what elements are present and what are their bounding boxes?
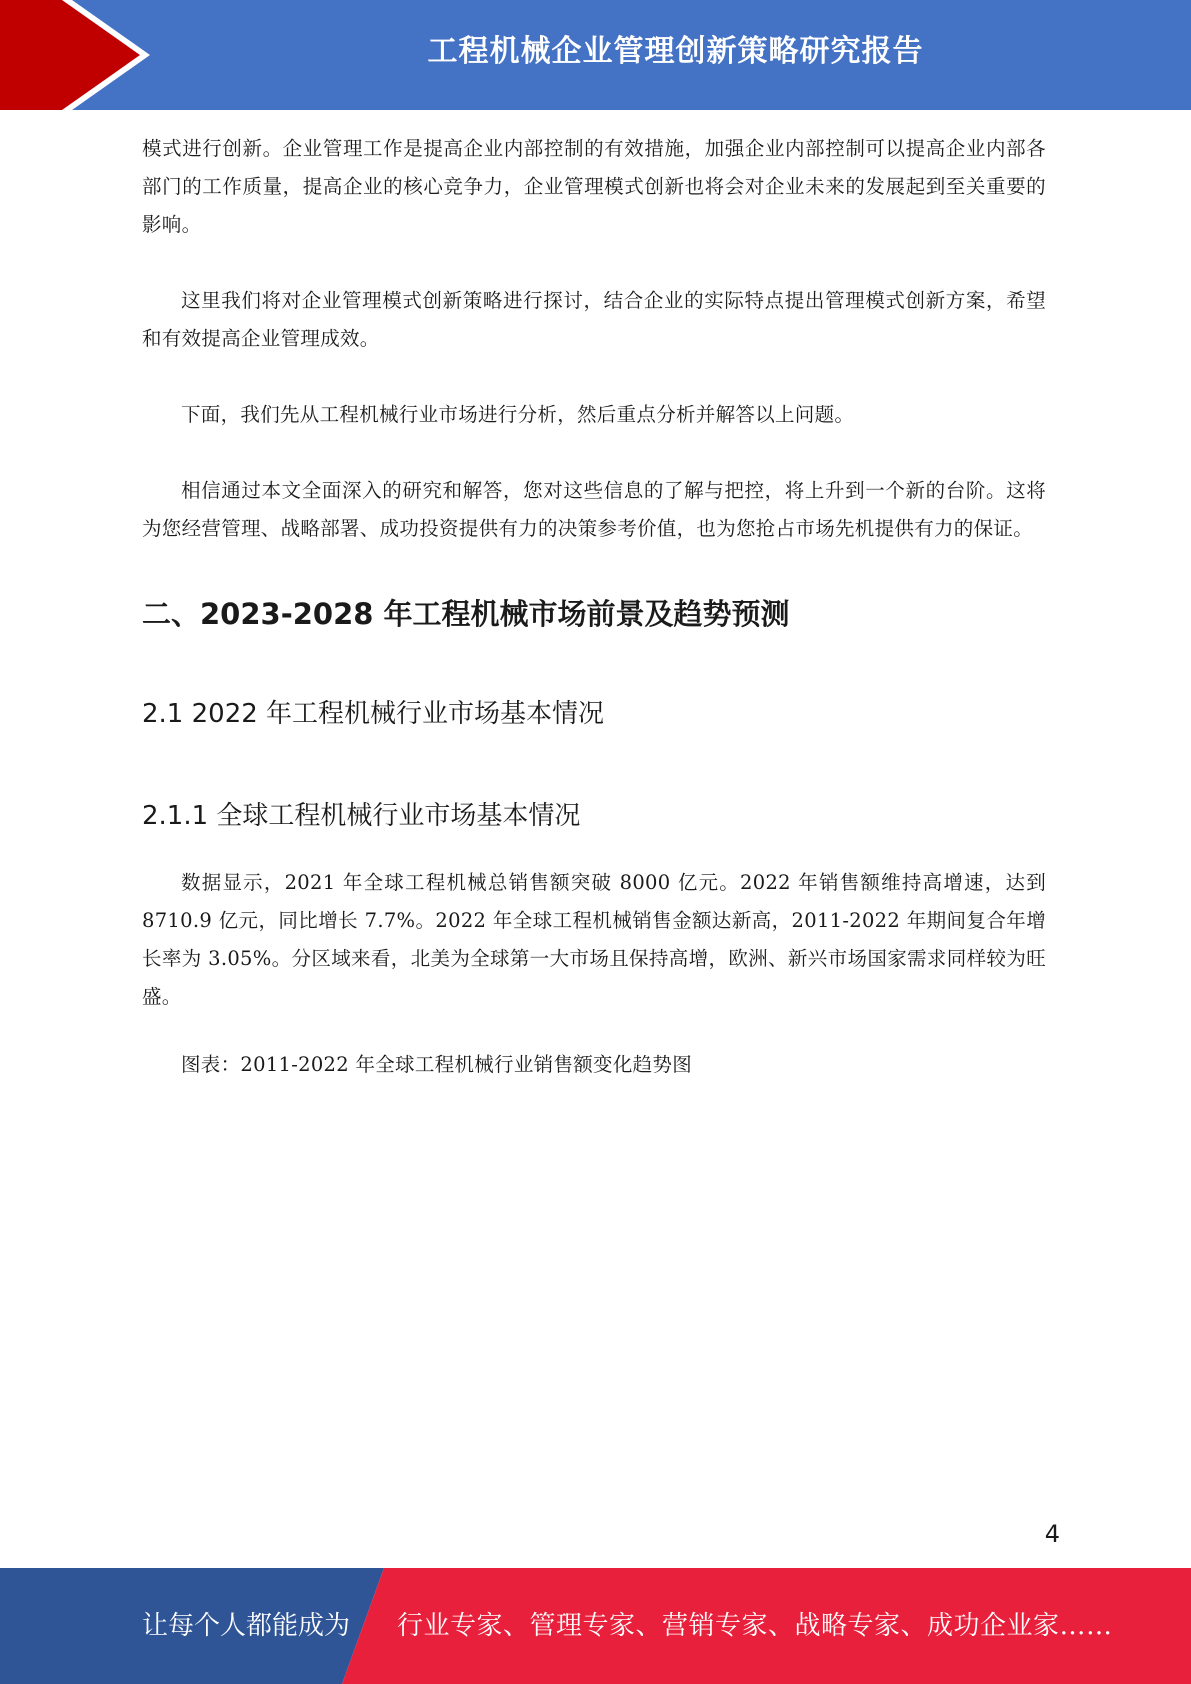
figure-caption: 图表：2011-2022 年全球工程机械行业销售额变化趋势图 [181, 1053, 693, 1076]
section-heading: 二、2023-2028 年工程机械市场前景及趋势预测 [142, 597, 790, 631]
paragraph-4: 相信通过本文全面深入的研究和解答，您对这些信息的了解与把控，将上升到一个新的台阶。这将为您经营管理、战略部署、成功投资提供有力的决策参考价值，也为您抢占市场先机提供有力的保证。 [142, 479, 1046, 540]
subsection-heading: 2.1 2022 年工程机械行业市场基本情况 [142, 699, 605, 729]
page-number: 4 [1044, 1520, 1060, 1548]
paragraph-1: 模式进行创新。企业管理工作是提高企业内部控制的有效措施，加强企业内部控制可以提高企业内部各部门的工作质量，提高企业的核心竞争力，企业管理模式创新也将会对企业未来的发展起到至关重要的影响。 [142, 137, 1046, 236]
footer-slogan-left: 让每个人都能成为 [142, 1611, 351, 1641]
document-body [142, 130, 1046, 1084]
footer-slogan-right: 行业专家、管理专家、营销专家、战略专家、成功企业家…… [397, 1611, 1113, 1641]
paragraph-5: 数据显示，2021 年全球工程机械总销售额突破 8000 亿元。2022 年销售额维持高增速，达到 8710.9 亿元，同比增长 7.7%。2022 年全球工程机械销售金额达新高，2011-2022 年期间复合年增长率为 3.05%。分区域来看，北美为全球第一大市场且保持高增，欧洲、新兴市场国家需求同样较为旺盛。 [142, 871, 1046, 1008]
report-title: 工程机械企业管理创新策略研究报告 [427, 34, 924, 69]
paragraph-2: 这里我们将对企业管理模式创新策略进行探讨，结合企业的实际特点提出管理模式创新方案，希望和有效提高企业管理成效。 [142, 289, 1046, 350]
header-chevron-decoration [0, 0, 160, 110]
paragraph-3: 下面，我们先从工程机械行业市场进行分析，然后重点分析并解答以上问题。 [181, 403, 855, 426]
subsubsection-heading: 2.1.1 全球工程机械行业市场基本情况 [142, 801, 581, 831]
page-footer [0, 1568, 1191, 1684]
page-header [0, 0, 1191, 110]
